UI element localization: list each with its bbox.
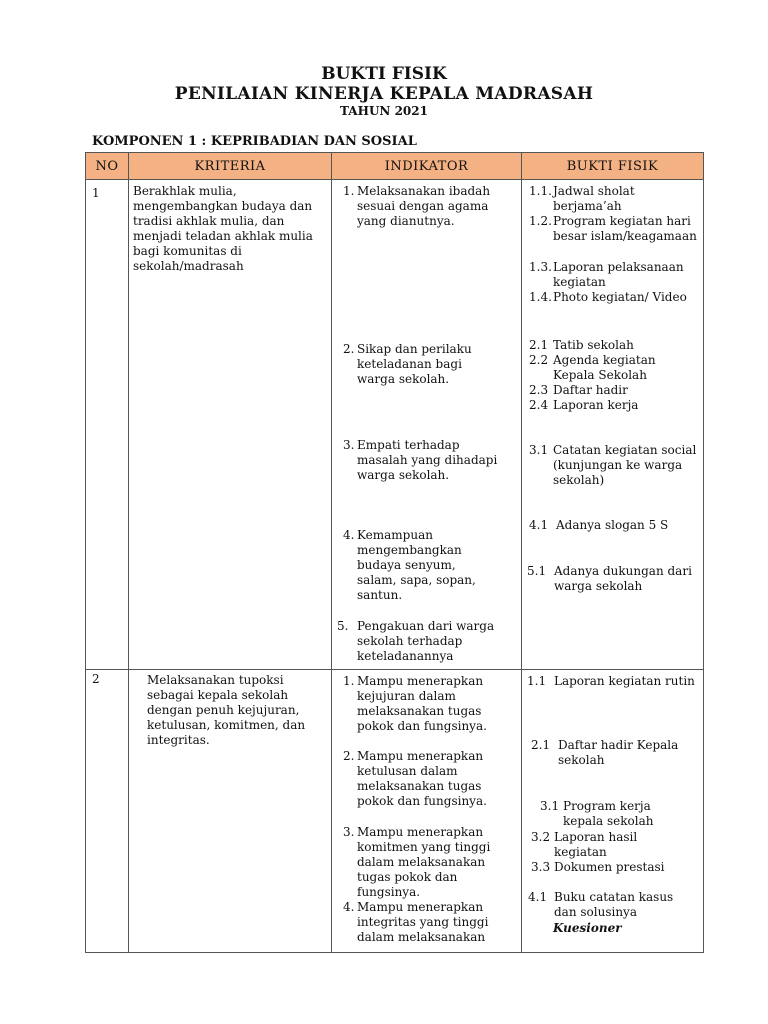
bukti-item: 4.1 Adanya slogan 5 S <box>529 518 669 532</box>
component-heading: KOMPONEN 1 : KEPRIBADIAN DAN SOSIAL <box>92 134 417 149</box>
indikator-item: 2. Sikap dan perilaku keteladanan bagi warga sekolah. <box>343 342 472 386</box>
bukti-item: 2.1 Tatib sekolah <box>529 338 634 352</box>
bukti-item: 1.2. Program kegiatan hari besar islam/keagamaan <box>529 214 697 243</box>
bukti-item: 5.1 Adanya dukungan dari warga sekolah <box>527 564 692 593</box>
indikator-item: 1. Mampu menerapkan kejujuran dalam melaksanakan tugas pokok dan fungsinya. <box>343 674 487 733</box>
table-row <box>86 180 704 670</box>
header-indikator: INDIKATOR <box>332 153 522 180</box>
bukti-item: 1.1 Laporan kegiatan rutin <box>527 674 695 688</box>
bukti-item: 3.3 Dokumen prestasi <box>531 860 665 874</box>
kriteria-text: Berakhlak mulia, mengembangkan budaya dan tradisi akhlak mulia, dan menjadi teladan akhlak mulia bagi komunitas di sekolah/madrasah <box>133 184 313 273</box>
header-no: NO <box>86 153 129 180</box>
indikator-item: 2. Mampu menerapkan ketulusan dalam melaksanakan tugas pokok dan fungsinya. <box>343 749 487 808</box>
row-number: 1 <box>86 180 129 670</box>
indikator-cell <box>332 180 522 670</box>
kriteria-cell <box>129 670 332 953</box>
indikator-item: 5. Pengakuan dari warga sekolah terhadap keteladanannya <box>337 619 495 663</box>
kriteria-text: Melaksanakan tupoksi sebagai kepala sekolah dengan penuh kejujuran, ketulusan, komitmen, dan integritas. <box>147 673 306 747</box>
bukti-item: 4.1 Buku catatan kasus dan solusinya <box>528 890 674 919</box>
bukti-item: 1.3. Laporan pelaksanaan kegiatan <box>529 260 684 289</box>
indikator-item: 3. Empati terhadap masalah yang dihadapi warga sekolah. <box>343 438 498 482</box>
header-kriteria: KRITERIA <box>129 153 332 180</box>
table-row <box>86 670 704 953</box>
bukti-item: 3.1 Program kerja kepala sekolah <box>540 799 654 828</box>
indikator-item: 4. Mampu menerapkan integritas yang tinggi dalam melaksanakan <box>343 900 489 944</box>
evidence-table <box>85 152 704 953</box>
document-year: TAHUN 2021 <box>340 104 428 118</box>
bukti-cell <box>522 180 704 670</box>
bukti-item: 1.4. Photo kegiatan/ Video <box>529 290 687 304</box>
bukti-item: 3.1 Catatan kegiatan social (kunjungan ke warga sekolah) <box>529 443 697 487</box>
bukti-item: 2.1 Daftar hadir Kepala sekolah <box>531 738 679 767</box>
row-number: 2 <box>86 670 129 953</box>
table-header-row <box>86 153 704 180</box>
bukti-item: 2.3 Daftar hadir <box>529 383 628 397</box>
bukti-item: 3.2 Laporan hasil kegiatan <box>531 830 638 859</box>
header-bukti-fisik: BUKTI FISIK <box>522 153 704 180</box>
document-subtitle: PENILAIAN KINERJA KEPALA MADRASAH <box>174 84 594 104</box>
kriteria-cell <box>129 180 332 670</box>
bukti-item: 2.4 Laporan kerja <box>529 398 639 412</box>
indikator-cell <box>332 670 522 953</box>
indikator-item: 4. Kemampuan mengembangkan budaya senyum, salam, sapa, sopan, santun. <box>343 528 476 602</box>
indikator-item: 3. Mampu menerapkan komitmen yang tinggi dalam melaksanakan tugas pokok dan fungsinya. <box>343 825 491 899</box>
indikator-item: 1. Melaksanakan ibadah sesuai dengan agama yang dianutnya. <box>343 184 491 228</box>
kuesioner-note: Kuesioner <box>553 921 622 935</box>
bukti-item: 2.2 Agenda kegiatan Kepala Sekolah <box>529 353 656 382</box>
bukti-cell <box>522 670 704 953</box>
bukti-item: 1.1. Jadwal sholat berjama’ah <box>529 184 635 213</box>
document-title: BUKTI FISIK <box>321 64 447 84</box>
